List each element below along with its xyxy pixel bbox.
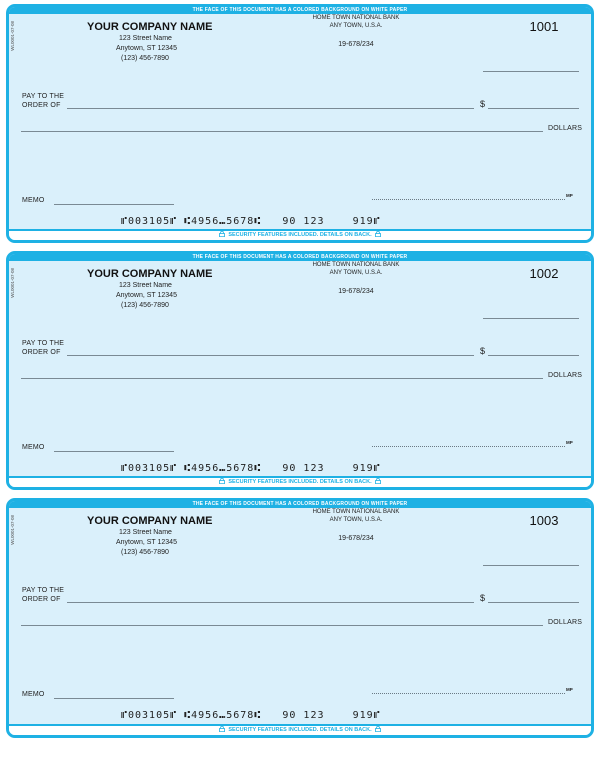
payee-line[interactable] bbox=[67, 355, 474, 356]
written-amount-line[interactable] bbox=[21, 378, 543, 379]
padlock-icon bbox=[375, 478, 381, 484]
amount-line[interactable] bbox=[488, 108, 579, 109]
memo-line[interactable] bbox=[54, 698, 174, 699]
dollar-sign: $ bbox=[480, 346, 486, 356]
payee-line[interactable] bbox=[67, 108, 474, 109]
mp-mark: MP bbox=[566, 687, 573, 692]
top-band-notice: THE FACE OF THIS DOCUMENT HAS A COLORED BACKGROUND ON WHITE PAPER bbox=[9, 501, 591, 508]
security-text: SECURITY FEATURES INCLUDED. DETAILS ON BACK. bbox=[228, 479, 372, 485]
company-street: 123 Street Name bbox=[119, 529, 172, 536]
micr-line: ⑈003105⑈ ⑆4956⑉5678⑆ 90 123 919⑈ bbox=[121, 463, 381, 474]
signature-line[interactable] bbox=[372, 199, 565, 200]
top-band-notice: THE FACE OF THIS DOCUMENT HAS A COLORED BACKGROUND ON WHITE PAPER bbox=[9, 7, 591, 14]
company-name: YOUR COMPANY NAME bbox=[87, 21, 213, 33]
micr-line: ⑈003105⑈ ⑆4956⑉5678⑆ 90 123 919⑈ bbox=[121, 216, 381, 227]
company-name: YOUR COMPANY NAME bbox=[87, 515, 213, 527]
company-phone: (123) 456-7890 bbox=[121, 549, 169, 556]
company-city: Anytown, ST 12345 bbox=[116, 292, 177, 299]
routing-fraction: 19-678/234 bbox=[338, 288, 374, 295]
dollars-label: DOLLARS bbox=[548, 372, 583, 379]
pay-to-label-1: PAY TO THE bbox=[22, 587, 65, 594]
dollars-label: DOLLARS bbox=[548, 125, 583, 132]
company-phone: (123) 456-7890 bbox=[121, 55, 169, 62]
mp-mark: MP bbox=[566, 440, 573, 445]
bank-city: ANY TOWN, U.S.A. bbox=[329, 23, 383, 29]
padlock-icon bbox=[375, 231, 381, 237]
memo-label: MEMO bbox=[22, 444, 45, 451]
memo-line[interactable] bbox=[54, 204, 174, 205]
security-band bbox=[9, 724, 591, 735]
top-band-notice: THE FACE OF THIS DOCUMENT HAS A COLORED BACKGROUND ON WHITE PAPER bbox=[9, 254, 591, 261]
date-line[interactable] bbox=[483, 318, 579, 319]
padlock-icon bbox=[219, 478, 225, 484]
signature-line[interactable] bbox=[372, 446, 565, 447]
padlock-icon bbox=[375, 726, 381, 732]
mp-mark: MP bbox=[566, 193, 573, 198]
pay-to-label-2: ORDER OF bbox=[22, 349, 61, 356]
memo-label: MEMO bbox=[22, 691, 45, 698]
check-1001 bbox=[6, 4, 594, 243]
company-street: 123 Street Name bbox=[119, 35, 172, 42]
dollars-label: DOLLARS bbox=[548, 619, 583, 626]
dollar-sign: $ bbox=[480, 99, 486, 109]
side-form-code: WL0001-07-08 bbox=[10, 21, 15, 51]
bank-city: ANY TOWN, U.S.A. bbox=[329, 517, 383, 523]
side-form-code: WL0001-07-08 bbox=[10, 268, 15, 298]
security-text: SECURITY FEATURES INCLUDED. DETAILS ON BACK. bbox=[228, 232, 372, 238]
bank-name: HOME TOWN NATIONAL BANK bbox=[312, 15, 400, 21]
pay-to-label-1: PAY TO THE bbox=[22, 93, 65, 100]
routing-fraction: 19-678/234 bbox=[338, 41, 374, 48]
company-name: YOUR COMPANY NAME bbox=[87, 268, 213, 280]
signature-line[interactable] bbox=[372, 693, 565, 694]
pay-to-label-1: PAY TO THE bbox=[22, 340, 65, 347]
memo-line[interactable] bbox=[54, 451, 174, 452]
check-1003 bbox=[6, 498, 594, 738]
payee-line[interactable] bbox=[67, 602, 474, 603]
date-line[interactable] bbox=[483, 565, 579, 566]
routing-fraction: 19-678/234 bbox=[338, 535, 374, 542]
written-amount-line[interactable] bbox=[21, 131, 543, 132]
date-line[interactable] bbox=[483, 71, 579, 72]
company-city: Anytown, ST 12345 bbox=[116, 45, 177, 52]
security-band bbox=[9, 229, 591, 240]
micr-line: ⑈003105⑈ ⑆4956⑉5678⑆ 90 123 919⑈ bbox=[121, 710, 381, 721]
dollar-sign: $ bbox=[480, 593, 486, 603]
pay-to-label-2: ORDER OF bbox=[22, 596, 61, 603]
company-city: Anytown, ST 12345 bbox=[116, 539, 177, 546]
padlock-icon bbox=[219, 726, 225, 732]
check-number: 1001 bbox=[529, 19, 559, 34]
bank-city: ANY TOWN, U.S.A. bbox=[329, 270, 383, 276]
memo-label: MEMO bbox=[22, 197, 45, 204]
padlock-icon bbox=[219, 231, 225, 237]
amount-line[interactable] bbox=[488, 355, 579, 356]
side-form-code: WL0001-07-08 bbox=[10, 515, 15, 545]
check-number: 1002 bbox=[529, 266, 559, 281]
check-1002 bbox=[6, 251, 594, 490]
company-phone: (123) 456-7890 bbox=[121, 302, 169, 309]
amount-line[interactable] bbox=[488, 602, 579, 603]
security-band bbox=[9, 476, 591, 487]
security-text: SECURITY FEATURES INCLUDED. DETAILS ON BACK. bbox=[228, 727, 372, 733]
check-number: 1003 bbox=[529, 513, 559, 528]
written-amount-line[interactable] bbox=[21, 625, 543, 626]
company-street: 123 Street Name bbox=[119, 282, 172, 289]
bank-name: HOME TOWN NATIONAL BANK bbox=[312, 262, 400, 268]
pay-to-label-2: ORDER OF bbox=[22, 102, 61, 109]
bank-name: HOME TOWN NATIONAL BANK bbox=[312, 509, 400, 515]
